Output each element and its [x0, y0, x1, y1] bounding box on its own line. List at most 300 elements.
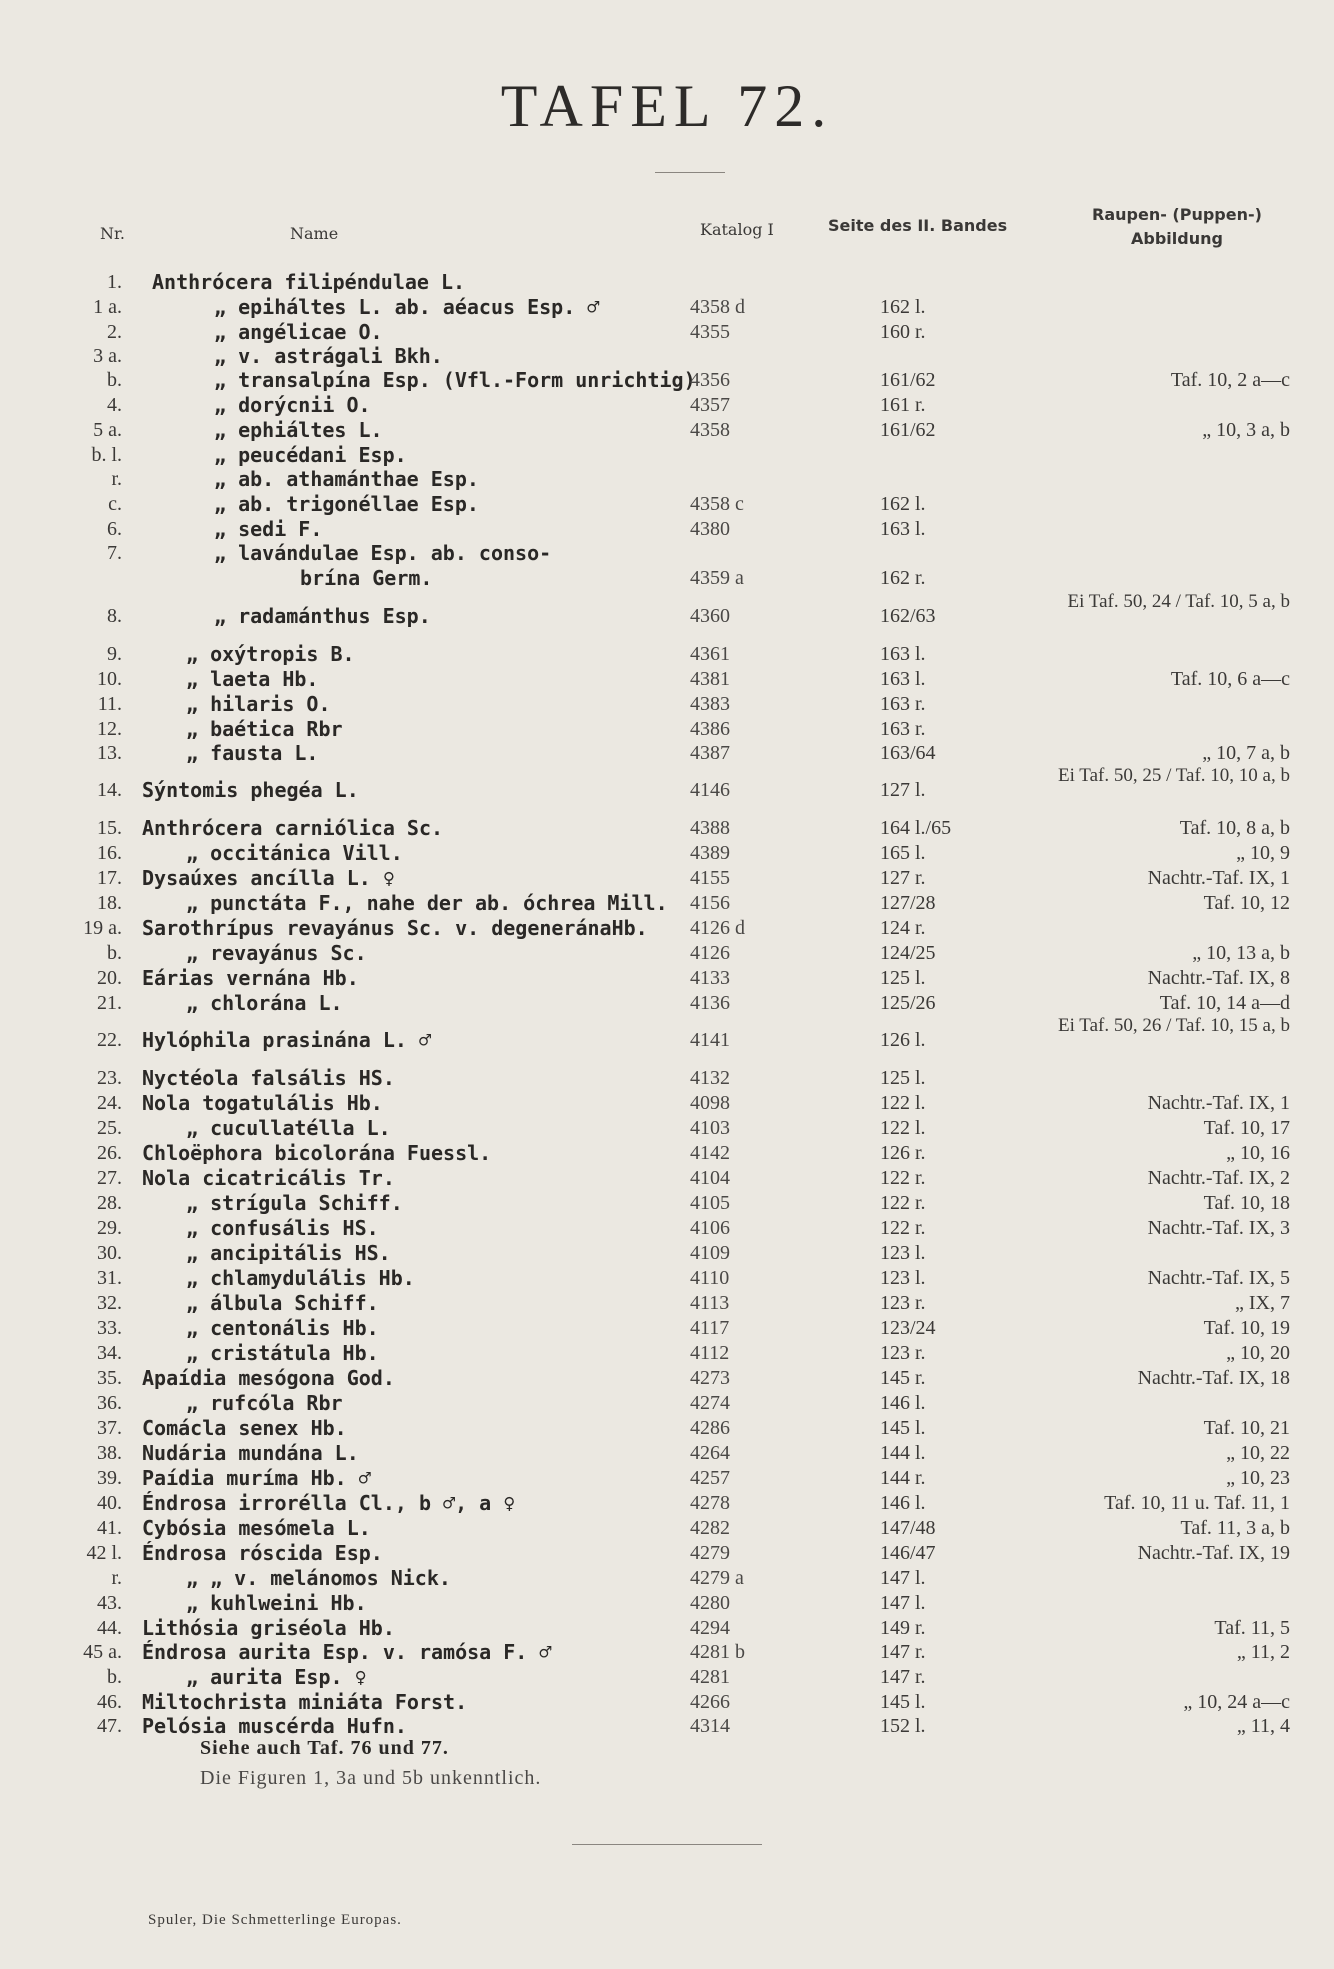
- row-katalog: 4282: [690, 1517, 730, 1539]
- table-row: [0, 1391, 1334, 1415]
- row-katalog: 4132: [690, 1067, 730, 1089]
- row-raupen: Ei Taf. 50, 24 / Taf. 10, 5 a, b: [1067, 591, 1290, 612]
- row-katalog: 4358 c: [690, 493, 744, 515]
- row-katalog: 4280: [690, 1592, 730, 1614]
- row-katalog: 4146: [690, 779, 730, 801]
- table-row: [0, 1591, 1334, 1615]
- row-raupen: Taf. 10, 6 a—c: [1170, 668, 1290, 690]
- row-nr: b. l.: [91, 444, 122, 466]
- row-seite: 147 r.: [880, 1641, 926, 1663]
- row-nr: 13.: [97, 742, 122, 764]
- row-katalog: 4358: [690, 419, 730, 441]
- row-seite: 122 r.: [880, 1192, 926, 1214]
- row-raupen: Nachtr.-Taf. IX, 8: [1147, 967, 1290, 989]
- row-nr: 20.: [97, 967, 122, 989]
- row-katalog: 4361: [690, 643, 730, 665]
- table-row: [0, 368, 1334, 392]
- footer-source: Spuler, Die Schmetterlinge Europas.: [148, 1912, 402, 1928]
- row-nr: 1 a.: [93, 296, 122, 318]
- row-nr: 42 l.: [86, 1542, 122, 1564]
- row-katalog: 4281: [690, 1666, 730, 1688]
- row-katalog: 4141: [690, 1029, 730, 1051]
- row-name: „ lavándulae Esp. ab. conso-: [214, 541, 552, 565]
- row-name: „ aurita Esp. ♀: [186, 1665, 367, 1689]
- row-katalog: 4113: [690, 1292, 730, 1314]
- row-katalog: 4264: [690, 1442, 730, 1464]
- row-name: Éndrosa irrorélla Cl., b ♂, a ♀: [142, 1491, 516, 1515]
- row-seite: 144 l.: [880, 1442, 926, 1464]
- row-nr: 15.: [97, 817, 122, 839]
- row-nr: 29.: [97, 1217, 122, 1239]
- table-row: [0, 1416, 1334, 1440]
- row-katalog: 4155: [690, 867, 730, 889]
- row-name: „ cristátula Hb.: [186, 1341, 379, 1365]
- row-name: Sarothrípus revayánus Sc. v. degeneránaHb.: [142, 916, 648, 940]
- row-katalog: 4381: [690, 668, 730, 690]
- row-nr: b.: [107, 369, 122, 391]
- table-row: [0, 1665, 1334, 1689]
- row-name: Paídia muríma Hb. ♂: [142, 1466, 371, 1490]
- row-katalog: 4389: [690, 842, 730, 864]
- row-nr: 45 a.: [83, 1641, 122, 1663]
- table-row: [0, 443, 1334, 467]
- row-katalog: 4388: [690, 817, 730, 839]
- row-nr: 43.: [97, 1592, 122, 1614]
- table-row: [0, 517, 1334, 541]
- row-nr: 26.: [97, 1142, 122, 1164]
- table-row: [0, 891, 1334, 915]
- bottom-divider: [572, 1844, 762, 1845]
- table-row: [0, 1291, 1334, 1315]
- table-row: [0, 1541, 1334, 1565]
- row-seite: 123 r.: [880, 1342, 926, 1364]
- row-katalog: 4156: [690, 892, 730, 914]
- row-katalog: 4126: [690, 942, 730, 964]
- row-katalog: 4279 a: [690, 1567, 744, 1589]
- row-raupen: „ 10, 9: [1236, 842, 1290, 864]
- row-raupen: Taf. 10, 8 a, b: [1179, 817, 1290, 839]
- row-seite: 160 r.: [880, 321, 926, 343]
- title-divider: [655, 172, 725, 173]
- row-seite: 126 r.: [880, 1142, 926, 1164]
- table-row: [0, 1141, 1334, 1165]
- row-katalog: 4109: [690, 1242, 730, 1264]
- row-seite: 162 l.: [880, 296, 926, 318]
- row-nr: 6.: [107, 518, 122, 540]
- row-nr: 35.: [97, 1367, 122, 1389]
- table-row: [0, 1116, 1334, 1140]
- table-row: [0, 1566, 1334, 1590]
- table-row: [0, 916, 1334, 940]
- row-nr: 30.: [97, 1242, 122, 1264]
- table-row: [0, 866, 1334, 890]
- row-name: „ dorýcnii O.: [214, 393, 371, 417]
- table-row: [0, 841, 1334, 865]
- row-katalog: 4286: [690, 1417, 730, 1439]
- row-name: Cybósia mesómela L.: [142, 1516, 371, 1540]
- table-row: [0, 1341, 1334, 1365]
- row-name: „ angélicae O.: [214, 320, 383, 344]
- row-name: „ radamánthus Esp.: [214, 604, 431, 628]
- row-name: „ cucullatélla L.: [186, 1116, 391, 1140]
- row-nr: 24.: [97, 1092, 122, 1114]
- row-raupen: „ 11, 4: [1236, 1715, 1290, 1737]
- table-row: [0, 1091, 1334, 1115]
- row-seite: 146 l.: [880, 1392, 926, 1414]
- row-seite: 126 l.: [880, 1029, 926, 1051]
- row-nr: 17.: [97, 867, 122, 889]
- row-nr: 18.: [97, 892, 122, 914]
- row-name: „ álbula Schiff.: [186, 1291, 379, 1315]
- row-nr: 12.: [97, 718, 122, 740]
- row-nr: b.: [107, 1666, 122, 1688]
- row-nr: 11.: [97, 693, 122, 715]
- row-seite: 147 l.: [880, 1592, 926, 1614]
- table-row: [0, 1491, 1334, 1515]
- row-katalog: 4359 a: [690, 567, 744, 589]
- row-katalog: 4104: [690, 1167, 730, 1189]
- row-seite: 162/63: [880, 605, 936, 627]
- table-row: [0, 1441, 1334, 1465]
- row-name: „ ancipitális HS.: [186, 1241, 391, 1265]
- row-name: „ occitánica Vill.: [186, 841, 403, 865]
- row-name: „ ephiáltes L.: [214, 418, 383, 442]
- table-row: [0, 991, 1334, 1015]
- row-katalog: 4105: [690, 1192, 730, 1214]
- row-seite: 123 r.: [880, 1292, 926, 1314]
- row-raupen: „ IX, 7: [1235, 1292, 1290, 1314]
- row-raupen: Nachtr.-Taf. IX, 18: [1137, 1367, 1290, 1389]
- table-row: [0, 941, 1334, 965]
- table-row: [0, 1216, 1334, 1240]
- row-name: „ confusális HS.: [186, 1216, 379, 1240]
- row-katalog: 4281 b: [690, 1641, 745, 1663]
- row-seite: 152 l.: [880, 1715, 926, 1737]
- row-nr: 36.: [97, 1392, 122, 1414]
- row-nr: 9.: [107, 643, 122, 665]
- row-nr: 23.: [97, 1067, 122, 1089]
- row-name: „ punctáta F., nahe der ab. óchrea Mill.: [186, 891, 668, 915]
- row-name: Dysaúxes ancílla L. ♀: [142, 866, 395, 890]
- table-row: [0, 1166, 1334, 1190]
- row-katalog: 4142: [690, 1142, 730, 1164]
- row-name: „ transalpína Esp. (Vfl.-Form unrichtig): [214, 368, 696, 392]
- row-nr: 27.: [97, 1167, 122, 1189]
- row-nr: 2.: [107, 321, 122, 343]
- row-katalog: 4314: [690, 1715, 730, 1737]
- row-nr: 40.: [97, 1492, 122, 1514]
- row-seite: 163 l.: [880, 668, 926, 690]
- row-raupen: Taf. 10, 11 u. Taf. 11, 1: [1104, 1492, 1290, 1514]
- row-nr: 28.: [97, 1192, 122, 1214]
- row-name: „ ab. athamánthae Esp.: [214, 467, 479, 491]
- row-name: Lithósia griséola Hb.: [142, 1616, 395, 1640]
- row-name: brína Germ.: [300, 566, 433, 590]
- row-raupen: Taf. 10, 18: [1203, 1192, 1290, 1214]
- row-katalog: 4380: [690, 518, 730, 540]
- row-raupen: „ 10, 16: [1226, 1142, 1290, 1164]
- header-seite: Seite des II. Bandes: [828, 216, 1008, 235]
- row-name: Sýntomis phegéa L.: [142, 778, 359, 802]
- row-raupen: Nachtr.-Taf. IX, 2: [1147, 1167, 1290, 1189]
- table-row: [0, 741, 1334, 765]
- row-name: „ „ v. melánomos Nick.: [186, 1566, 451, 1590]
- row-katalog: 4126 d: [690, 917, 745, 939]
- row-seite: 122 l.: [880, 1117, 926, 1139]
- row-raupen: „ 11, 2: [1236, 1641, 1290, 1663]
- table-row: [0, 642, 1334, 666]
- row-raupen: „ 10, 7 a, b: [1202, 742, 1290, 764]
- row-seite: 127 r.: [880, 867, 926, 889]
- row-seite: 146 l.: [880, 1492, 926, 1514]
- row-raupen: Ei Taf. 50, 26 / Taf. 10, 15 a, b: [1058, 1015, 1290, 1036]
- row-seite: 125/26: [880, 992, 936, 1014]
- row-katalog: 4110: [690, 1267, 730, 1289]
- row-seite: 125 l.: [880, 1067, 926, 1089]
- row-seite: 165 l.: [880, 842, 926, 864]
- row-seite: 124/25: [880, 942, 936, 964]
- row-nr: 3 a.: [93, 345, 122, 367]
- table-row: [0, 1316, 1334, 1340]
- row-katalog: 4387: [690, 742, 730, 764]
- row-seite: 161 r.: [880, 394, 926, 416]
- table-row: [0, 566, 1334, 590]
- table-row: [0, 1640, 1334, 1664]
- row-raupen: Nachtr.-Taf. IX, 3: [1147, 1217, 1290, 1239]
- row-name: Anthrócera carniólica Sc.: [142, 816, 444, 840]
- row-seite: 145 l.: [880, 1417, 926, 1439]
- row-katalog: 4257: [690, 1467, 730, 1489]
- table-row: [0, 1690, 1334, 1714]
- header-katalog: Katalog I: [700, 220, 774, 239]
- row-seite: 145 l.: [880, 1691, 926, 1713]
- row-nr: 46.: [97, 1691, 122, 1713]
- table-row: [0, 1466, 1334, 1490]
- table-row: [0, 591, 1334, 628]
- row-raupen: Taf. 11, 5: [1214, 1617, 1290, 1639]
- row-name: „ laeta Hb.: [186, 667, 319, 691]
- row-seite: 163 r.: [880, 718, 926, 740]
- row-name: „ chlorána L.: [186, 991, 343, 1015]
- row-seite: 124 r.: [880, 917, 926, 939]
- row-seite: 127 l.: [880, 779, 926, 801]
- see-also-note: Siehe auch Taf. 76 und 77.: [200, 1737, 449, 1759]
- table-row: [0, 418, 1334, 442]
- row-katalog: 4133: [690, 967, 730, 989]
- row-seite: 163 l.: [880, 643, 926, 665]
- row-name: Pelósia muscérda Hufn.: [142, 1714, 407, 1738]
- row-raupen: Nachtr.-Taf. IX, 5: [1147, 1267, 1290, 1289]
- row-seite: 147 r.: [880, 1666, 926, 1688]
- row-seite: 146/47: [880, 1542, 936, 1564]
- row-nr: 31.: [97, 1267, 122, 1289]
- row-nr: 21.: [97, 992, 122, 1014]
- row-name: „ epiháltes L. ab. aéacus Esp. ♂: [214, 295, 600, 319]
- row-name: „ strígula Schiff.: [186, 1191, 403, 1215]
- row-raupen: Taf. 10, 2 a—c: [1170, 369, 1290, 391]
- row-name: Nola cicatricális Tr.: [142, 1166, 395, 1190]
- row-raupen: „ 10, 13 a, b: [1192, 942, 1290, 964]
- row-name: „ centonális Hb.: [186, 1316, 379, 1340]
- table-row: [0, 692, 1334, 716]
- row-nr: b.: [107, 942, 122, 964]
- row-nr: 14.: [97, 779, 122, 801]
- table-row: [0, 467, 1334, 491]
- row-name: „ fausta L.: [186, 741, 319, 765]
- row-katalog: 4117: [690, 1317, 730, 1339]
- row-raupen: Nachtr.-Taf. IX, 19: [1137, 1542, 1290, 1564]
- table-row: [0, 1241, 1334, 1265]
- row-seite: 122 r.: [880, 1167, 926, 1189]
- row-nr: 4.: [107, 394, 122, 416]
- row-seite: 145 r.: [880, 1367, 926, 1389]
- table-row: [0, 1516, 1334, 1540]
- row-seite: 123 l.: [880, 1267, 926, 1289]
- row-name: „ baética Rbr: [186, 717, 343, 741]
- row-name: „ chlamydulális Hb.: [186, 1266, 415, 1290]
- row-nr: 44.: [97, 1617, 122, 1639]
- row-raupen: Taf. 10, 19: [1203, 1317, 1290, 1339]
- row-name: Éndrosa aurita Esp. v. ramósa F. ♂: [142, 1640, 552, 1664]
- row-nr: 25.: [97, 1117, 122, 1139]
- row-nr: r.: [111, 1567, 122, 1589]
- row-name: „ peucédani Esp.: [214, 443, 407, 467]
- unrecognizable-note: Die Figuren 1, 3a und 5b unkenntlich.: [200, 1767, 542, 1789]
- row-seite: 163 r.: [880, 693, 926, 715]
- row-nr: 5 a.: [93, 419, 122, 441]
- row-katalog: 4356: [690, 369, 730, 391]
- row-katalog: 4103: [690, 1117, 730, 1139]
- table-row: [0, 393, 1334, 417]
- table-row: [0, 1266, 1334, 1290]
- header-raupen-line1: Raupen- (Puppen-): [1092, 205, 1262, 224]
- row-name: Comácla senex Hb.: [142, 1416, 347, 1440]
- row-nr: 37.: [97, 1417, 122, 1439]
- row-raupen: Nachtr.-Taf. IX, 1: [1147, 1092, 1290, 1114]
- row-name: Nudária mundána L.: [142, 1441, 359, 1465]
- row-nr: 19 a.: [83, 917, 122, 939]
- row-raupen: Taf. 10, 14 a—d: [1159, 992, 1290, 1014]
- row-katalog: 4273: [690, 1367, 730, 1389]
- row-name: „ oxýtropis B.: [186, 642, 355, 666]
- row-seite: 162 l.: [880, 493, 926, 515]
- row-raupen: Taf. 10, 17: [1203, 1117, 1290, 1139]
- row-nr: 7.: [107, 542, 122, 564]
- header-raupen: [1092, 203, 1262, 251]
- row-seite: 149 r.: [880, 1617, 926, 1639]
- row-seite: 163 l.: [880, 518, 926, 540]
- row-name: „ v. astrágali Bkh.: [214, 344, 443, 368]
- row-name: Eárias vernána Hb.: [142, 966, 359, 990]
- row-nr: 38.: [97, 1442, 122, 1464]
- row-seite: 164 l./65: [880, 817, 952, 839]
- row-seite: 161/62: [880, 369, 936, 391]
- row-seite: 123/24: [880, 1317, 936, 1339]
- table-row: [0, 1616, 1334, 1640]
- row-seite: 122 l.: [880, 1092, 926, 1114]
- row-name: „ revayánus Sc.: [186, 941, 367, 965]
- row-seite: 161/62: [880, 419, 936, 441]
- row-nr: c.: [108, 493, 122, 515]
- row-katalog: 4278: [690, 1492, 730, 1514]
- row-nr: 41.: [97, 1517, 122, 1539]
- row-katalog: 4386: [690, 718, 730, 740]
- row-name: „ hilaris O.: [186, 692, 331, 716]
- table-row: [0, 344, 1334, 368]
- table-row: [0, 541, 1334, 565]
- row-name: Nola togatulális Hb.: [142, 1091, 383, 1115]
- row-seite: 123 l.: [880, 1242, 926, 1264]
- row-katalog: 4136: [690, 992, 730, 1014]
- row-nr: 33.: [97, 1317, 122, 1339]
- row-seite: 122 r.: [880, 1217, 926, 1239]
- row-name: Hylóphila prasinána L. ♂: [142, 1028, 431, 1052]
- row-nr: 47.: [97, 1715, 122, 1737]
- row-seite: 162 r.: [880, 567, 926, 589]
- page-title: TAFEL 72.: [500, 73, 834, 139]
- row-katalog: 4098: [690, 1092, 730, 1114]
- table-row: [0, 717, 1334, 741]
- table-row: [0, 270, 1334, 294]
- row-nr: 22.: [97, 1029, 122, 1051]
- row-raupen: „ 10, 24 a—c: [1183, 1691, 1290, 1713]
- table-row: [0, 1366, 1334, 1390]
- row-name: Miltochrista miniáta Forst.: [142, 1690, 468, 1714]
- row-nr: 8.: [107, 605, 122, 627]
- row-raupen: Taf. 11, 3 a, b: [1180, 1517, 1290, 1539]
- row-seite: 125 l.: [880, 967, 926, 989]
- row-name: Chloëphora bicolorána Fuessl.: [142, 1141, 492, 1165]
- table-row: [0, 667, 1334, 691]
- table-row: [0, 1714, 1334, 1738]
- row-katalog: 4358 d: [690, 296, 745, 318]
- header-raupen-line2: Abbildung: [1131, 229, 1223, 248]
- row-name: Éndrosa róscida Esp.: [142, 1541, 383, 1565]
- row-name: „ kuhlweini Hb.: [186, 1591, 367, 1615]
- row-raupen: „ 10, 20: [1226, 1342, 1290, 1364]
- row-nr: 39.: [97, 1467, 122, 1489]
- row-katalog: 4112: [690, 1342, 730, 1364]
- row-name: Nyctéola falsális HS.: [142, 1066, 395, 1090]
- row-raupen: Nachtr.-Taf. IX, 1: [1147, 867, 1290, 889]
- row-name: „ ab. trigonéllae Esp.: [214, 492, 479, 516]
- row-raupen: Taf. 10, 21: [1203, 1417, 1290, 1439]
- table-row: [0, 1015, 1334, 1052]
- table-row: [0, 295, 1334, 319]
- row-katalog: 4294: [690, 1617, 730, 1639]
- row-katalog: 4106: [690, 1217, 730, 1239]
- row-nr: 10.: [97, 668, 122, 690]
- row-name: Anthrócera filipéndulae L.: [152, 270, 466, 294]
- row-nr: r.: [111, 468, 122, 490]
- row-raupen: „ 10, 23: [1226, 1467, 1290, 1489]
- row-nr: 1.: [107, 271, 122, 293]
- row-raupen: Taf. 10, 12: [1203, 892, 1290, 914]
- row-raupen: „ 10, 3 a, b: [1202, 419, 1290, 441]
- row-katalog: 4355: [690, 321, 730, 343]
- table-row: [0, 816, 1334, 840]
- header-nr: Nr.: [100, 224, 125, 243]
- row-name: „ sedi F.: [214, 517, 323, 541]
- row-name: Apaídia mesógona God.: [142, 1366, 395, 1390]
- row-seite: 163/64: [880, 742, 936, 764]
- row-seite: 147/48: [880, 1517, 936, 1539]
- row-seite: 147 l.: [880, 1567, 926, 1589]
- row-nr: 16.: [97, 842, 122, 864]
- row-raupen: Ei Taf. 50, 25 / Taf. 10, 10 a, b: [1058, 765, 1290, 786]
- table-row: [0, 1191, 1334, 1215]
- row-seite: 127/28: [880, 892, 936, 914]
